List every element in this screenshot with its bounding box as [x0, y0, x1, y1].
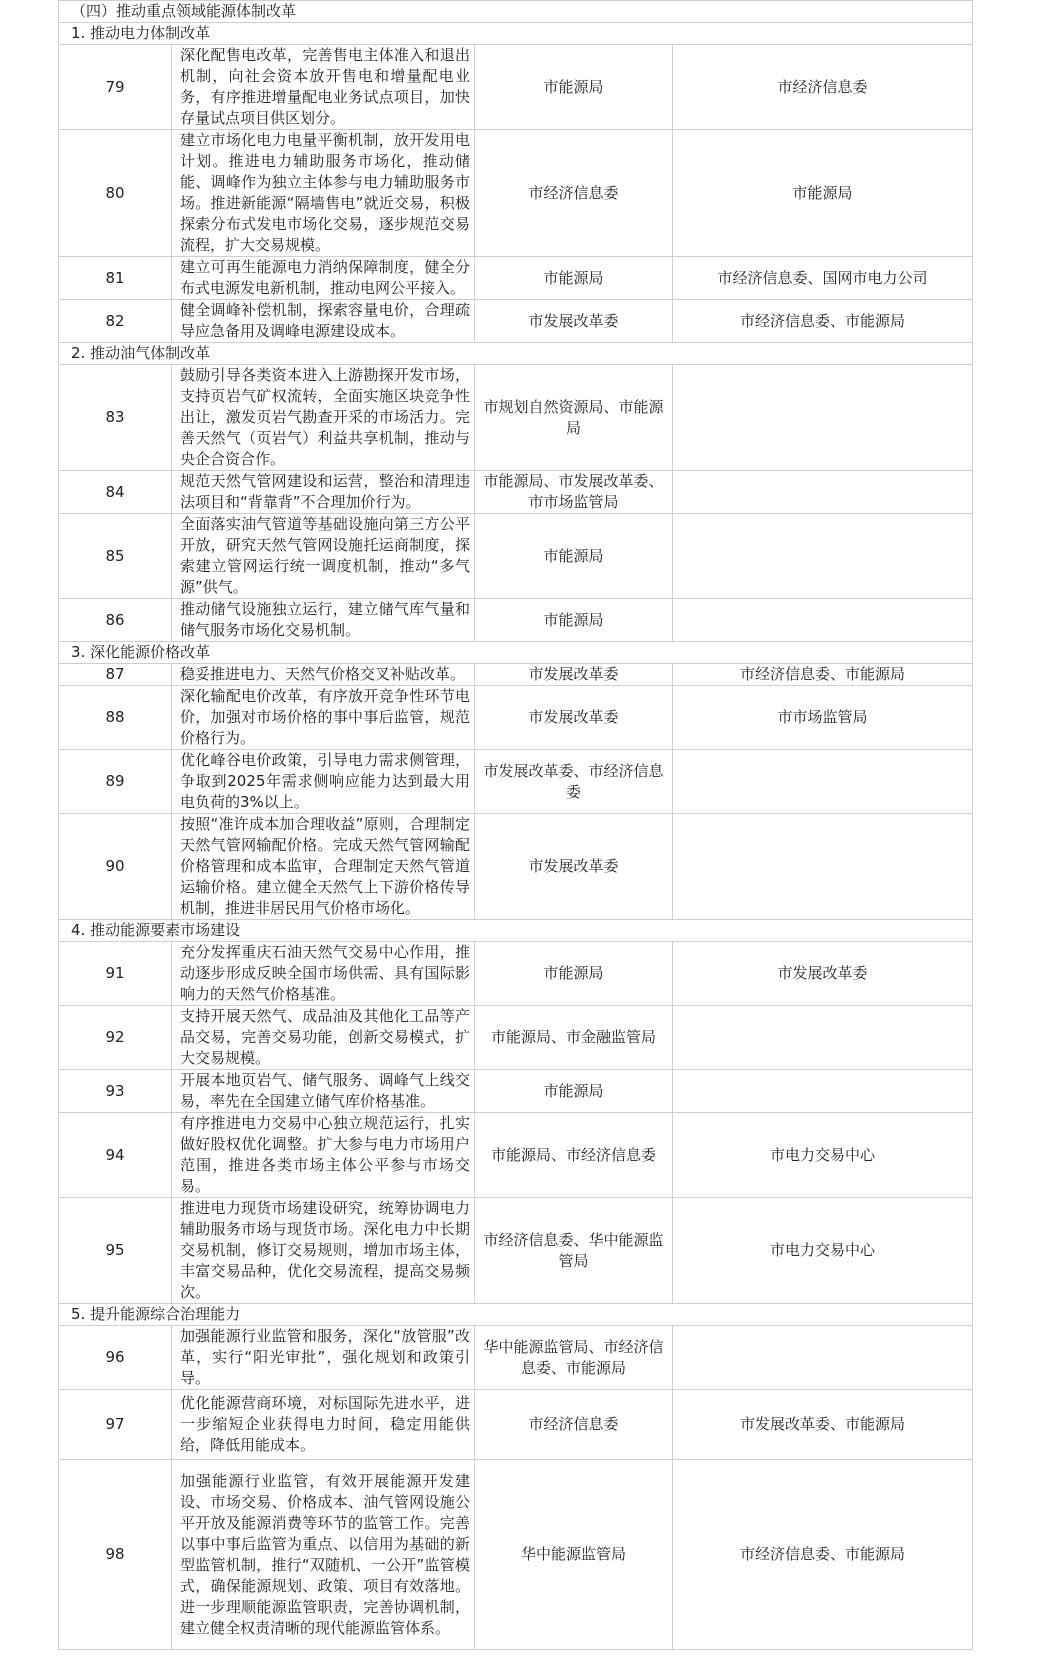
section-heading: 1. 推动电力体制改革: [59, 23, 973, 45]
task-description: 全面落实油气管道等基础设施向第三方公平开放，研究天然气管网设施托运商制度，探索建立管网运行统一调度机制，推动“多气源”供气。: [172, 514, 475, 599]
task-number: 79: [59, 45, 172, 130]
task-number: 84: [59, 471, 172, 514]
cooperating-department: [673, 599, 973, 642]
task-description: 推进电力现货市场建设研究，统筹协调电力辅助服务市场与现货市场。深化电力中长期交易机制，修订交易规则，增加市场主体，丰富交易品种，优化交易流程，提高交易频次。: [172, 1198, 475, 1304]
section-heading: 2. 推动油气体制改革: [59, 343, 973, 365]
task-number: 88: [59, 686, 172, 750]
section-header-row: [59, 920, 973, 942]
lead-department: 市能源局: [475, 45, 673, 130]
table-row: [59, 365, 973, 471]
table-row: [59, 1006, 973, 1070]
task-description: 健全调峰补偿机制，探索容量电价，合理疏导应急备用及调峰电源建设成本。: [172, 300, 475, 343]
cooperating-department: [673, 750, 973, 814]
task-description: 支持开展天然气、成品油及其他化工品等产品交易，完善交易功能，创新交易模式，扩大交易规模。: [172, 1006, 475, 1070]
task-number: 82: [59, 300, 172, 343]
task-number: 94: [59, 1113, 172, 1198]
table-row: [59, 1070, 973, 1113]
task-description: 按照“准许成本加合理收益”原则，合理制定天然气管网输配价格。完成天然气管网输配价格管理和成本监审，合理制定天然气管道运输价格。建立健全天然气上下游价格传导机制，推进非居民用气价格市场化。: [172, 814, 475, 920]
cooperating-department: 市市场监管局: [673, 686, 973, 750]
task-number: 81: [59, 257, 172, 300]
lead-department: 市规划自然资源局、市能源局: [475, 365, 673, 471]
table-row: [59, 750, 973, 814]
lead-department: 市发展改革委: [475, 664, 673, 686]
table-row: [59, 471, 973, 514]
task-number: 95: [59, 1198, 172, 1304]
section-header-row: [59, 23, 973, 45]
lead-department: 市能源局、市金融监管局: [475, 1006, 673, 1070]
task-description: 规范天然气管网建设和运营，整治和清理违法项目和“背靠背”不合理加价行为。: [172, 471, 475, 514]
cooperating-department: 市能源局: [673, 130, 973, 257]
task-number: 80: [59, 130, 172, 257]
lead-department: 市经济信息委: [475, 130, 673, 257]
cooperating-department: [673, 1326, 973, 1390]
task-description: 稳妥推进电力、天然气价格交叉补贴改革。: [172, 664, 475, 686]
table-row: [59, 130, 973, 257]
table-row: [59, 45, 973, 130]
cooperating-department: [673, 1006, 973, 1070]
task-number: 90: [59, 814, 172, 920]
cooperating-department: 市电力交易中心: [673, 1113, 973, 1198]
task-number: 92: [59, 1006, 172, 1070]
cooperating-department: 市经济信息委、国网市电力公司: [673, 257, 973, 300]
lead-department: 市经济信息委、华中能源监管局: [475, 1198, 673, 1304]
task-number: 93: [59, 1070, 172, 1113]
task-description: 优化峰谷电价政策，引导电力需求侧管理，争取到2025年需求侧响应能力达到最大用电负荷的3%以上。: [172, 750, 475, 814]
cooperating-department: 市电力交易中心: [673, 1198, 973, 1304]
table-row: [59, 514, 973, 599]
lead-department: 华中能源监管局、市经济信息委、市能源局: [475, 1326, 673, 1390]
cooperating-department: [673, 1070, 973, 1113]
section-header-row: [59, 343, 973, 365]
cooperating-department: [673, 514, 973, 599]
cooperating-department: [673, 814, 973, 920]
task-number: 96: [59, 1326, 172, 1390]
table-title-row: [59, 1, 973, 23]
table-row: [59, 1390, 973, 1460]
table-row: [59, 814, 973, 920]
section-header-row: [59, 642, 973, 664]
section-heading: 4. 推动能源要素市场建设: [59, 920, 973, 942]
table-row: [59, 1113, 973, 1198]
lead-department: 市能源局: [475, 1070, 673, 1113]
lead-department: 市能源局: [475, 257, 673, 300]
task-number: 86: [59, 599, 172, 642]
table-row: [59, 942, 973, 1006]
task-number: 85: [59, 514, 172, 599]
lead-department: 市能源局、市发展改革委、市市场监管局: [475, 471, 673, 514]
cooperating-department: 市经济信息委、市能源局: [673, 1460, 973, 1650]
lead-department: 市发展改革委: [475, 300, 673, 343]
table-row: [59, 664, 973, 686]
lead-department: 市能源局: [475, 514, 673, 599]
lead-department: 市发展改革委、市经济信息委: [475, 750, 673, 814]
lead-department: 市经济信息委: [475, 1390, 673, 1460]
table-row: [59, 1326, 973, 1390]
task-number: 83: [59, 365, 172, 471]
reform-task-table: [58, 0, 973, 1650]
section-header-row: [59, 1304, 973, 1326]
lead-department: 市能源局: [475, 942, 673, 1006]
cooperating-department: 市经济信息委: [673, 45, 973, 130]
lead-department: 市能源局: [475, 599, 673, 642]
table-row: [59, 1198, 973, 1304]
table-row: [59, 599, 973, 642]
task-description: 充分发挥重庆石油天然气交易中心作用，推动逐步形成反映全国市场供需、具有国际影响力的天然气价格基准。: [172, 942, 475, 1006]
cooperating-department: 市经济信息委、市能源局: [673, 664, 973, 686]
table-row: [59, 1460, 973, 1650]
cooperating-department: [673, 471, 973, 514]
task-description: 优化能源营商环境，对标国际先进水平，进一步缩短企业获得电力时间，稳定用能供给，降低用能成本。: [172, 1390, 475, 1460]
task-description: 开展本地页岩气、储气服务、调峰气上线交易，率先在全国建立储气库价格基准。: [172, 1070, 475, 1113]
policy-table-document: [58, 0, 972, 1650]
table-row: [59, 257, 973, 300]
section-heading: 5. 提升能源综合治理能力: [59, 1304, 973, 1326]
lead-department: 华中能源监管局: [475, 1460, 673, 1650]
task-number: 87: [59, 664, 172, 686]
task-description: 有序推进电力交易中心独立规范运行，扎实做好股权优化调整。扩大参与电力市场用户范围，推进各类市场主体公平参与市场交易。: [172, 1113, 475, 1198]
task-number: 91: [59, 942, 172, 1006]
cooperating-department: 市发展改革委: [673, 942, 973, 1006]
task-description: 建立可再生能源电力消纳保障制度，健全分布式电源发电新机制，推动电网公平接入。: [172, 257, 475, 300]
task-description: 鼓励引导各类资本进入上游勘探开发市场，支持页岩气矿权流转，全面实施区块竞争性出让，激发页岩气勘查开采的市场活力。完善天然气（页岩气）利益共享机制，推动与央企合资合作。: [172, 365, 475, 471]
table-title: （四）推动重点领域能源体制改革: [59, 1, 973, 23]
task-description: 深化配售电改革，完善售电主体准入和退出机制，向社会资本放开售电和增量配电业务，有序推进增量配电业务试点项目，加快存量试点项目供区划分。: [172, 45, 475, 130]
task-description: 加强能源行业监管，有效开展能源开发建设、市场交易、价格成本、油气管网设施公平开放及能源消费等环节的监管工作。完善以事中事后监管为重点、以信用为基础的新型监管机制，推行“双随机、一公开”监管模式，确保能源规划、政策、项目有效落地。进一步理顺能源监管职责，完善协调机制，建立健全权责清晰的现代能源监管体系。: [172, 1460, 475, 1650]
cooperating-department: [673, 365, 973, 471]
task-number: 89: [59, 750, 172, 814]
cooperating-department: 市发展改革委、市能源局: [673, 1390, 973, 1460]
task-description: 深化输配电价改革，有序放开竞争性环节电价，加强对市场价格的事中事后监管，规范价格行为。: [172, 686, 475, 750]
lead-department: 市能源局、市经济信息委: [475, 1113, 673, 1198]
task-number: 97: [59, 1390, 172, 1460]
lead-department: 市发展改革委: [475, 686, 673, 750]
section-heading: 3. 深化能源价格改革: [59, 642, 973, 664]
cooperating-department: 市经济信息委、市能源局: [673, 300, 973, 343]
task-description: 推动储气设施独立运行，建立储气库气量和储气服务市场化交易机制。: [172, 599, 475, 642]
task-description: 加强能源行业监管和服务，深化“放管服”改革，实行“阳光审批”，强化规划和政策引导。: [172, 1326, 475, 1390]
table-row: [59, 686, 973, 750]
task-description: 建立市场化电力电量平衡机制，放开发用电计划。推进电力辅助服务市场化，推动储能、调峰作为独立主体参与电力辅助服务市场。推进新能源“隔墙售电”就近交易，积极探索分布式发电市场化交易，逐步规范交易流程，扩大交易规模。: [172, 130, 475, 257]
task-number: 98: [59, 1460, 172, 1650]
lead-department: 市发展改革委: [475, 814, 673, 920]
table-row: [59, 300, 973, 343]
